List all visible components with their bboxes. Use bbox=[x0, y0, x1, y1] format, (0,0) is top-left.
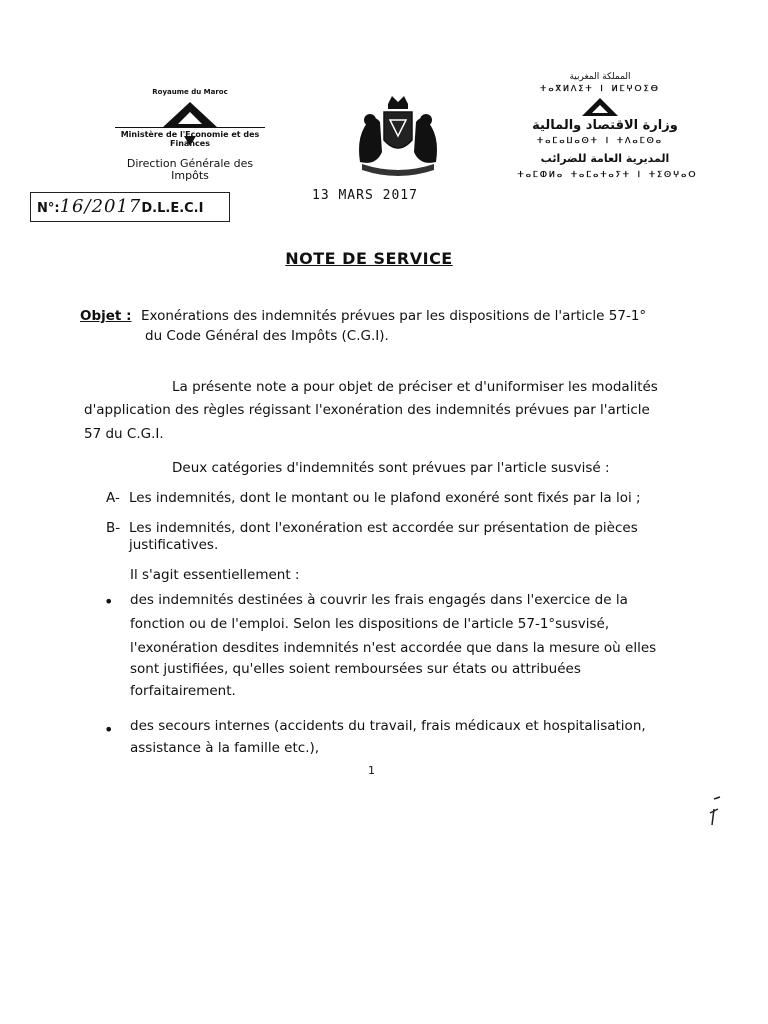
reference-suffix: D.L.E.C.I bbox=[141, 201, 204, 216]
reference-number: 16/2017 bbox=[59, 196, 142, 217]
bullet-1-line3: l'exonération desdites indemnités n'est accordée que dans la mesure où elles bbox=[130, 640, 657, 656]
page-title: NOTE DE SERVICE bbox=[285, 249, 453, 268]
list-b-marker: B- bbox=[106, 520, 121, 536]
direction-line2: Impôts bbox=[171, 169, 209, 182]
bullet-2-line1: des secours internes (accidents du travail, frais médicaux et hospitalisation, bbox=[130, 718, 646, 734]
reference-prefix: N°: bbox=[37, 201, 60, 216]
page-number: 1 bbox=[368, 764, 375, 777]
bullet-1-line5: forfaitairement. bbox=[130, 683, 236, 699]
essentially-label: Il s'agit essentiellement : bbox=[130, 567, 300, 583]
bullet-2-dot: • bbox=[104, 720, 114, 739]
bullet-2-line2: assistance à la famille etc.), bbox=[130, 740, 320, 756]
intro-line3: 57 du C.G.I. bbox=[84, 426, 164, 442]
date-stamp: 13 MARS 2017 bbox=[312, 188, 418, 203]
kingdom-label: Royaume du Maroc bbox=[152, 88, 228, 96]
ministry-rule bbox=[115, 127, 265, 128]
direction-tifinagh: ⵜⴰⵎⵀⵍⴰ ⵜⴰⵎⴰⵜⴰⵢⵜ ⵏ ⵜⵉⵙⵖⴰⵔ bbox=[517, 170, 698, 179]
objet-label: Objet : bbox=[80, 308, 132, 324]
bullet-1-line4: sont justifiées, qu'elles soient remboursées sur états ou attribuées bbox=[130, 661, 581, 677]
list-a-marker: A- bbox=[106, 490, 120, 506]
kingdom-arabic: المملكة المغربية bbox=[569, 72, 631, 82]
ministry-arabic: وزارة الاقتصاد والمالية bbox=[532, 118, 678, 133]
objet-line2: du Code Général des Impôts (C.G.I). bbox=[145, 328, 389, 344]
kingdom-tifinagh: ⵜⴰⴳⵍⴷⵉⵜ ⵏ ⵍⵎⵖⵔⵉⴱ bbox=[540, 84, 660, 93]
intro-line2: d'application des règles régissant l'exonération des indemnités prévues par l'article bbox=[84, 402, 650, 418]
reference-box bbox=[30, 192, 230, 222]
bullet-1-line1: des indemnités destinées à couvrir les frais engagés dans l'exercice de la bbox=[130, 592, 628, 608]
direction-arabic: المديرية العامة للضرائب bbox=[540, 152, 670, 165]
list-b-line1: Les indemnités, dont l'exonération est accordée sur présentation de pièces bbox=[129, 520, 638, 536]
intro-line1: La présente note a pour objet de préciser et d'uniformiser les modalités bbox=[172, 379, 658, 395]
categories-intro: Deux catégories d'indemnités sont prévues par l'article susvisé : bbox=[172, 460, 610, 476]
coat-of-arms-icon bbox=[350, 92, 446, 176]
list-a-text: Les indemnités, dont le montant ou le plafond exonéré sont fixés par la loi ; bbox=[129, 490, 641, 506]
bullet-1-line2: fonction ou de l'emploi. Selon les dispositions de l'article 57-1°susvisé, bbox=[130, 616, 610, 632]
objet-line1: Exonérations des indemnités prévues par les dispositions de l'article 57-1° bbox=[141, 308, 647, 324]
paraphe-mark-icon bbox=[700, 795, 730, 831]
dgi-logo-right-icon bbox=[580, 96, 620, 120]
ministry-tifinagh: ⵜⴰⵎⴰⵡⴰⵙⵜ ⵏ ⵜⴷⴰⵎⵙⴰ bbox=[537, 136, 663, 145]
bullet-1-dot: • bbox=[104, 592, 114, 611]
ministry-label: Ministère de l'Economie et des Finances bbox=[120, 130, 260, 148]
direction-line1: Direction Générale des bbox=[126, 157, 254, 170]
list-b-line2: justificatives. bbox=[129, 537, 219, 553]
